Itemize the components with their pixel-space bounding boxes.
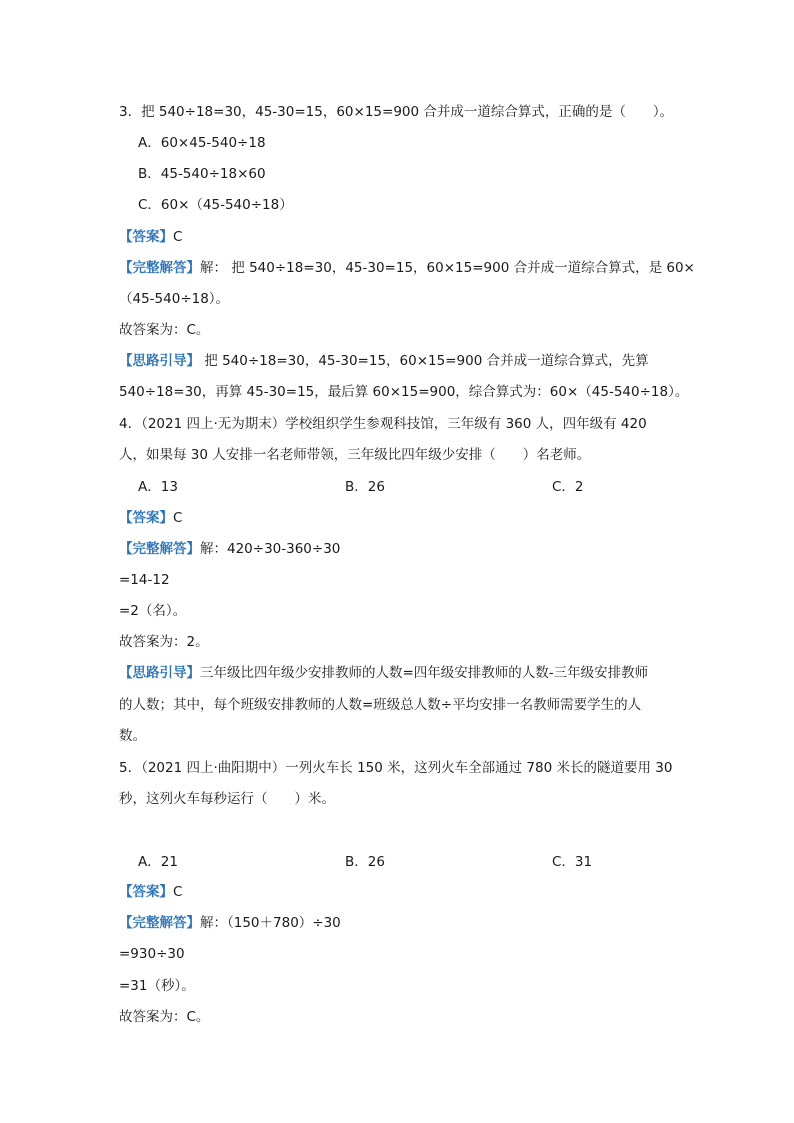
question-5-solution-line-2: =930÷30	[119, 946, 185, 962]
solution-tag: 【完整解答】	[119, 260, 200, 276]
question-4-hint-line-2: 的人数；其中，每个班级安排教师的人数=班级总人数÷平均安排一名教师需要学生的人	[119, 697, 642, 713]
question-5-option-a: A．21	[138, 854, 178, 870]
hint-tag: 【思路引导】	[119, 353, 200, 369]
question-3-conclusion: 故答案为：C。	[119, 322, 210, 338]
question-5-solution-line-3: =31（秒）。	[119, 978, 195, 994]
question-4-option-c: C．2	[552, 479, 584, 495]
answer-tag: 【答案】	[119, 510, 173, 526]
question-3-option-a: A．60×45-540÷18	[138, 135, 266, 151]
question-3-solution-line-1	[119, 258, 695, 278]
question-3-hint-line-1	[119, 351, 649, 371]
answer-value: C	[173, 510, 183, 526]
solution-tag: 【完整解答】	[119, 915, 200, 931]
question-5-option-b: B．26	[345, 854, 385, 870]
question-3-hint-line-2: 540÷18=30，再算 45-30=15，最后算 60×15=900，综合算式为：60×（45-540÷18）。	[119, 384, 689, 400]
question-3-option-c: C．60×（45-540÷18）	[138, 197, 293, 213]
question-4-solution-line-3: =2（名）。	[119, 603, 187, 619]
question-3-answer	[119, 227, 182, 247]
question-4-hint-line-1	[119, 663, 648, 683]
question-5-conclusion: 故答案为：C。	[119, 1009, 210, 1025]
question-4-solution-line-2: =14-12	[119, 572, 170, 588]
hint-text: 三年级比四年级少安排教师的人数=四年级安排教师的人数-三年级安排教师	[200, 665, 649, 681]
solution-text: 解： 把 540÷18=30，45-30=15，60×15=900 合并成一道综合算式，是 60×	[200, 260, 695, 276]
answer-tag: 【答案】	[119, 884, 173, 900]
question-4-solution-line-1	[119, 539, 340, 559]
answer-value: C	[173, 884, 183, 900]
question-4-conclusion: 故答案为：2。	[119, 634, 209, 650]
answer-value: C	[173, 229, 183, 245]
question-5-stem-line-1: 5．（2021 四上·曲阳期中）一列火车长 150 米，这列火车全部通过 780 米长的隧道要用 30	[119, 760, 673, 776]
question-4-answer	[119, 508, 182, 528]
question-5-answer	[119, 882, 182, 902]
question-5-solution-line-1	[119, 913, 341, 933]
question-4-option-b: B．26	[345, 479, 385, 495]
solution-text: 解：420÷30-360÷30	[200, 541, 341, 557]
hint-tag: 【思路引导】	[119, 665, 200, 681]
question-4-stem-line-1: 4．（2021 四上·无为期末）学校组织学生参观科技馆，三年级有 360 人，四年级有 420	[119, 416, 647, 432]
solution-text: 解：（150＋780）÷30	[200, 915, 341, 931]
question-3-option-b: B．45-540÷18×60	[138, 166, 266, 182]
question-3-solution-line-2: （45-540÷18）。	[119, 291, 230, 307]
answer-tag: 【答案】	[119, 229, 173, 245]
hint-text: 把 540÷18=30，45-30=15，60×15=900 合并成一道综合算式，先算	[200, 353, 649, 369]
question-4-hint-line-3: 数。	[119, 728, 146, 744]
solution-tag: 【完整解答】	[119, 541, 200, 557]
question-4-stem-line-2: 人，如果每 30 人安排一名老师带领，三年级比四年级少安排（ ）名老师。	[119, 447, 591, 463]
question-5-stem-line-2: 秒，这列火车每秒运行（ ）米。	[119, 791, 335, 807]
question-4-option-a: A．13	[138, 479, 178, 495]
question-3-stem: 3．把 540÷18=30，45-30=15，60×15=900 合并成一道综合算式，正确的是（ ）。	[119, 104, 674, 120]
question-5-option-c: C．31	[552, 854, 593, 870]
